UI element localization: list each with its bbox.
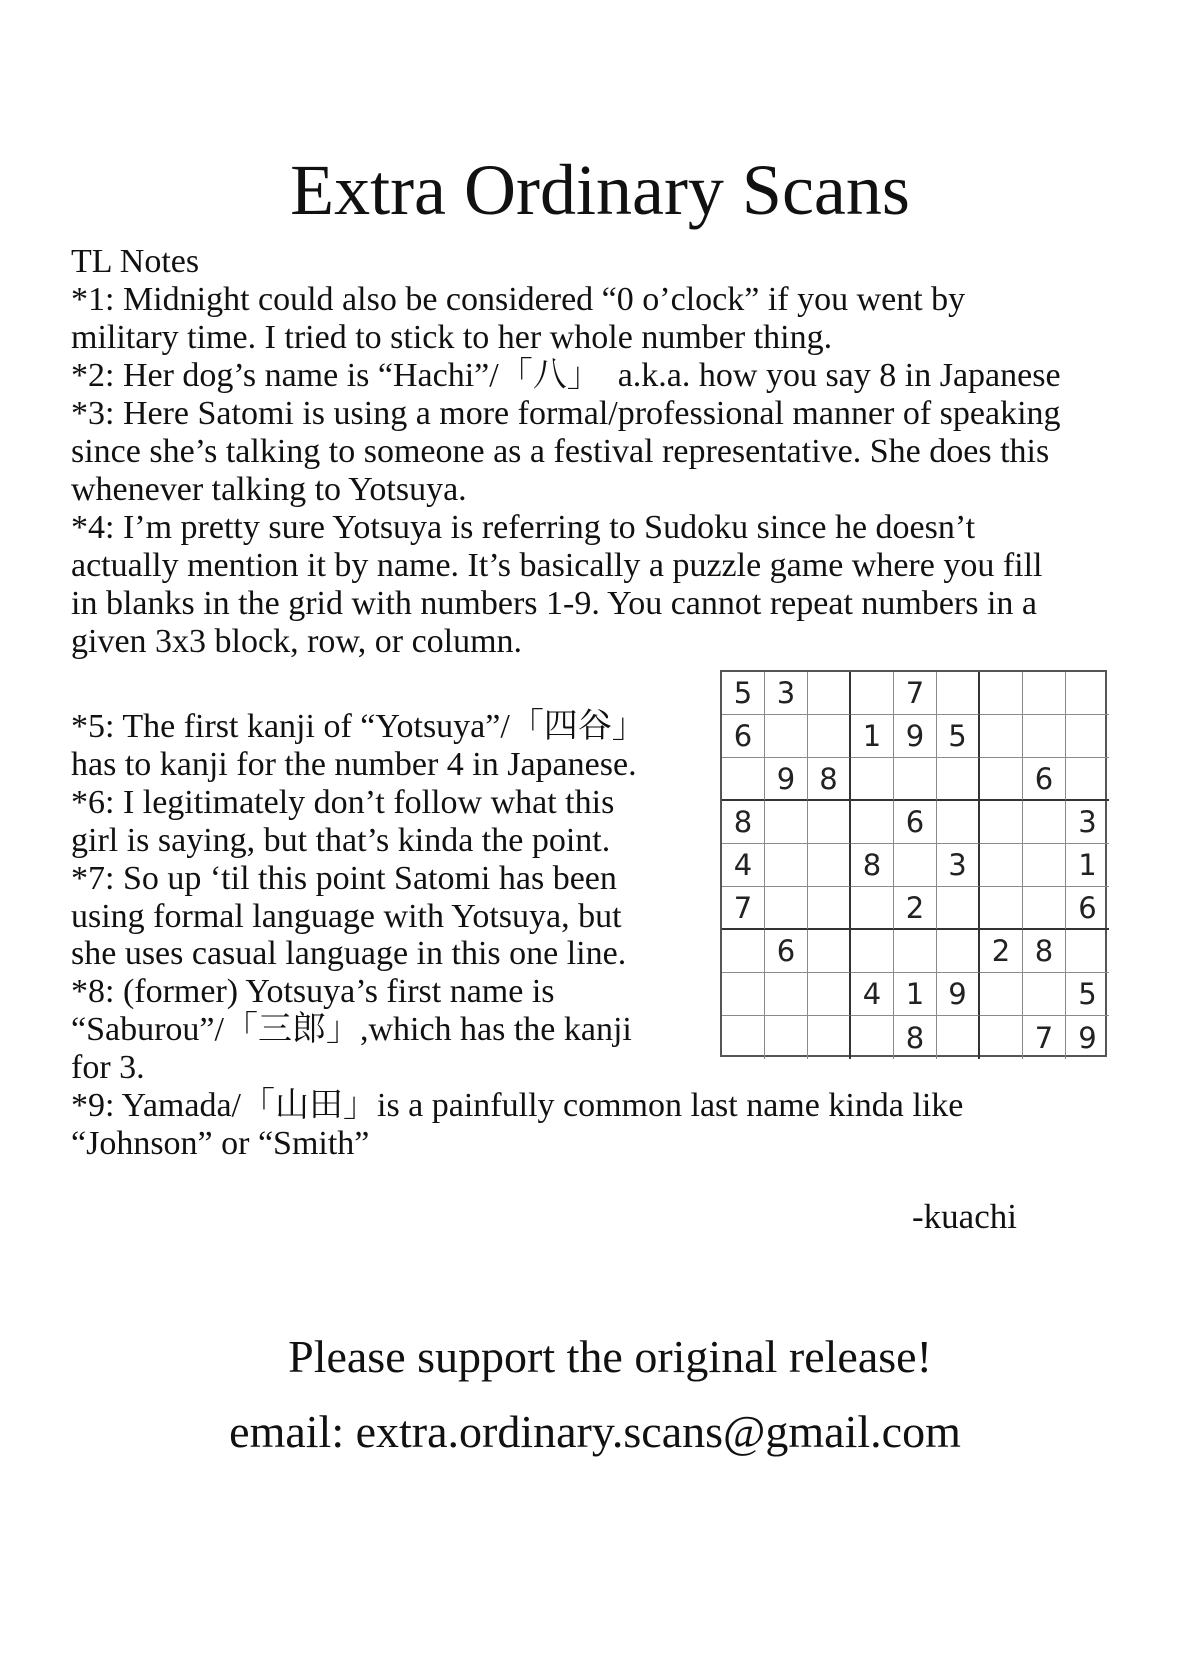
note-line: *6: I legitimately don’t follow what this: [71, 783, 615, 821]
tl-notes-top: [71, 243, 1191, 661]
contact-email: email: extra.ordinary.scans@gmail.com: [229, 1406, 961, 1457]
notes-heading: TL Notes: [71, 243, 200, 280]
sudoku-cell: 7: [894, 672, 937, 715]
sudoku-cell: 3: [765, 672, 808, 715]
sudoku-cell: 3: [937, 844, 980, 887]
note-line: *3: Here Satomi is using a more formal/professional manner of speaking: [71, 395, 1061, 432]
note-line: *1: Midnight could also be considered “0 o’clock” if you went by: [71, 281, 966, 318]
note-line: for 3.: [71, 1049, 145, 1087]
sudoku-cell: 8: [808, 758, 851, 801]
sudoku-cell: 6: [894, 801, 937, 844]
sudoku-cell: 2: [894, 887, 937, 930]
sudoku-cell: 8: [1023, 930, 1066, 973]
sudoku-cell: 6: [765, 930, 808, 973]
sudoku-cell: 1: [1066, 844, 1109, 887]
note-line: *5: The first kanji of “Yotsuya”/「四谷」: [71, 708, 646, 745]
tl-notes-bottom: [71, 708, 1171, 1163]
sudoku-cell: 9: [1078, 1020, 1097, 1055]
sudoku-cell: 9: [894, 715, 937, 758]
sudoku-cell: 1: [851, 715, 894, 758]
note-line: *2: Her dog’s name is “Hachi”/「八」 a.k.a. how you say 8 in Japanese: [71, 357, 1061, 394]
sudoku-cell: 2: [980, 930, 1023, 973]
note-line: whenever talking to Yotsuya.: [71, 471, 467, 508]
sudoku-cell: 5: [937, 715, 980, 758]
sudoku-cell: 8: [894, 1016, 937, 1059]
sudoku-cell: 8: [851, 844, 894, 887]
note-line: has to kanji for the number 4 in Japanese.: [71, 745, 637, 783]
sudoku-cell: 6: [1023, 758, 1066, 801]
sudoku-cell: 9: [765, 758, 808, 801]
note-line: *8: (former) Yotsuya’s first name is: [71, 973, 555, 1011]
sudoku-cell: 5: [722, 672, 765, 715]
note-line: actually mention it by name. It’s basically a puzzle game where you fill: [71, 547, 1043, 584]
translator-signature: -kuachi: [912, 1197, 1017, 1236]
note-line: girl is saying, but that’s kinda the point.: [71, 821, 611, 859]
note-line: “Saburou”/「三郎」,which has the kanji: [71, 1011, 632, 1049]
sudoku-cell: 1: [894, 973, 937, 1016]
sudoku-cell: 6: [1066, 887, 1109, 930]
sudoku-cell: 6: [722, 715, 765, 758]
sudoku-cell: 5: [1066, 973, 1109, 1016]
sudoku-cell: 9: [937, 973, 980, 1016]
note-line: *9: Yamada/「山田」is a painfully common last name kinda like: [71, 1087, 964, 1125]
sudoku-cell: 7: [1023, 1016, 1066, 1059]
sudoku-cell: 4: [851, 973, 894, 1016]
sudoku-cell: 8: [722, 801, 765, 844]
note-line: *7: So up ‘til this point Satomi has been: [71, 859, 617, 897]
note-line: in blanks in the grid with numbers 1-9. You cannot repeat numbers in a: [71, 585, 1038, 622]
note-line: since she’s talking to someone as a festival representative. She does this: [71, 433, 1050, 470]
sudoku-cell: 3: [1066, 801, 1109, 844]
support-message: Please support the original release!: [288, 1331, 932, 1382]
sudoku-cell: 4: [722, 844, 765, 887]
note-line: *4: I’m pretty sure Yotsuya is referring to Sudoku since he doesn’t: [71, 509, 976, 546]
note-line: she uses casual language in this one line.: [71, 935, 627, 973]
sudoku-cell: 7: [722, 887, 765, 930]
note-line: “Johnson” or “Smith”: [71, 1124, 370, 1162]
note-line: military time. I tried to stick to her whole number thing.: [71, 319, 833, 356]
page-title: Extra Ordinary Scans: [290, 150, 910, 230]
note-line: using formal language with Yotsuya, but: [71, 897, 622, 935]
note-line: given 3x3 block, row, or column.: [71, 623, 523, 660]
